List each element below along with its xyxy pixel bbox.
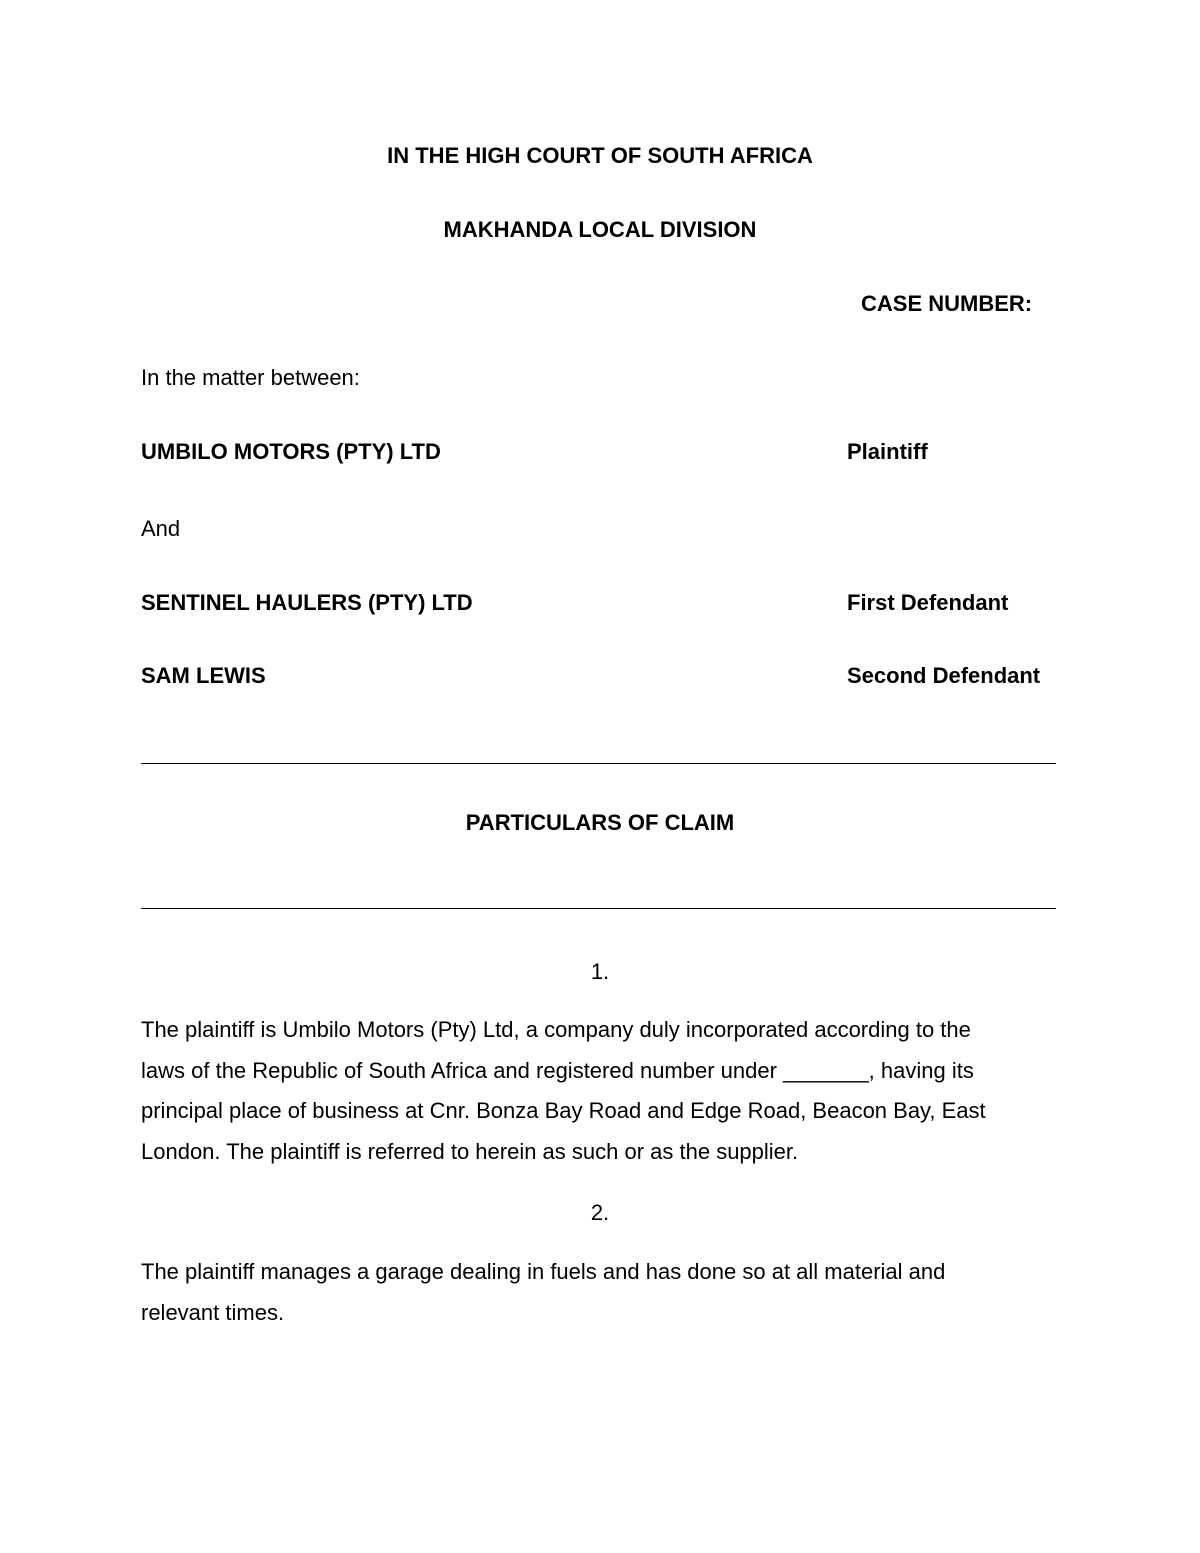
paragraph-line: laws of the Republic of South Africa and registered number under _______, having its: [141, 1057, 974, 1083]
paragraph-line: The plaintiff manages a garage dealing in fuels and has done so at all material and: [141, 1259, 946, 1284]
paragraph-body: [141, 1252, 1056, 1333]
separator-rule-bottom: [141, 908, 1056, 909]
plaintiff-role: Plaintiff: [847, 439, 928, 464]
case-number-label: CASE NUMBER:: [861, 291, 1033, 316]
second-defendant-name: SAM LEWIS: [141, 663, 266, 688]
document-title: PARTICULARS OF CLAIM: [465, 810, 735, 835]
second-defendant-role: Second Defendant: [847, 663, 1041, 688]
parties-conjunction: And: [141, 516, 181, 541]
first-defendant-role: First Defendant: [847, 590, 1009, 615]
parties-intro: In the matter between:: [141, 365, 360, 390]
first-defendant-name: SENTINEL HAULERS (PTY) LTD: [141, 590, 473, 615]
paragraph-line: relevant times.: [141, 1299, 285, 1325]
paragraph-number: 2.: [590, 1200, 610, 1225]
division-heading: MAKHANDA LOCAL DIVISION: [443, 217, 757, 242]
paragraph-line: principal place of business at Cnr. Bonza Bay Road and Edge Road, Beacon Bay, East: [141, 1098, 986, 1124]
paragraph-body: [141, 1010, 1056, 1173]
paragraph-number: 1.: [590, 959, 610, 984]
separator-rule-top: [141, 763, 1056, 764]
paragraph-line: The plaintiff is Umbilo Motors (Pty) Ltd, a company duly incorporated according to the: [141, 1017, 971, 1042]
paragraph-line: London. The plaintiff is referred to herein as such or as the supplier.: [141, 1139, 799, 1165]
plaintiff-name: UMBILO MOTORS (PTY) LTD: [141, 439, 441, 464]
court-heading: IN THE HIGH COURT OF SOUTH AFRICA: [387, 143, 813, 168]
